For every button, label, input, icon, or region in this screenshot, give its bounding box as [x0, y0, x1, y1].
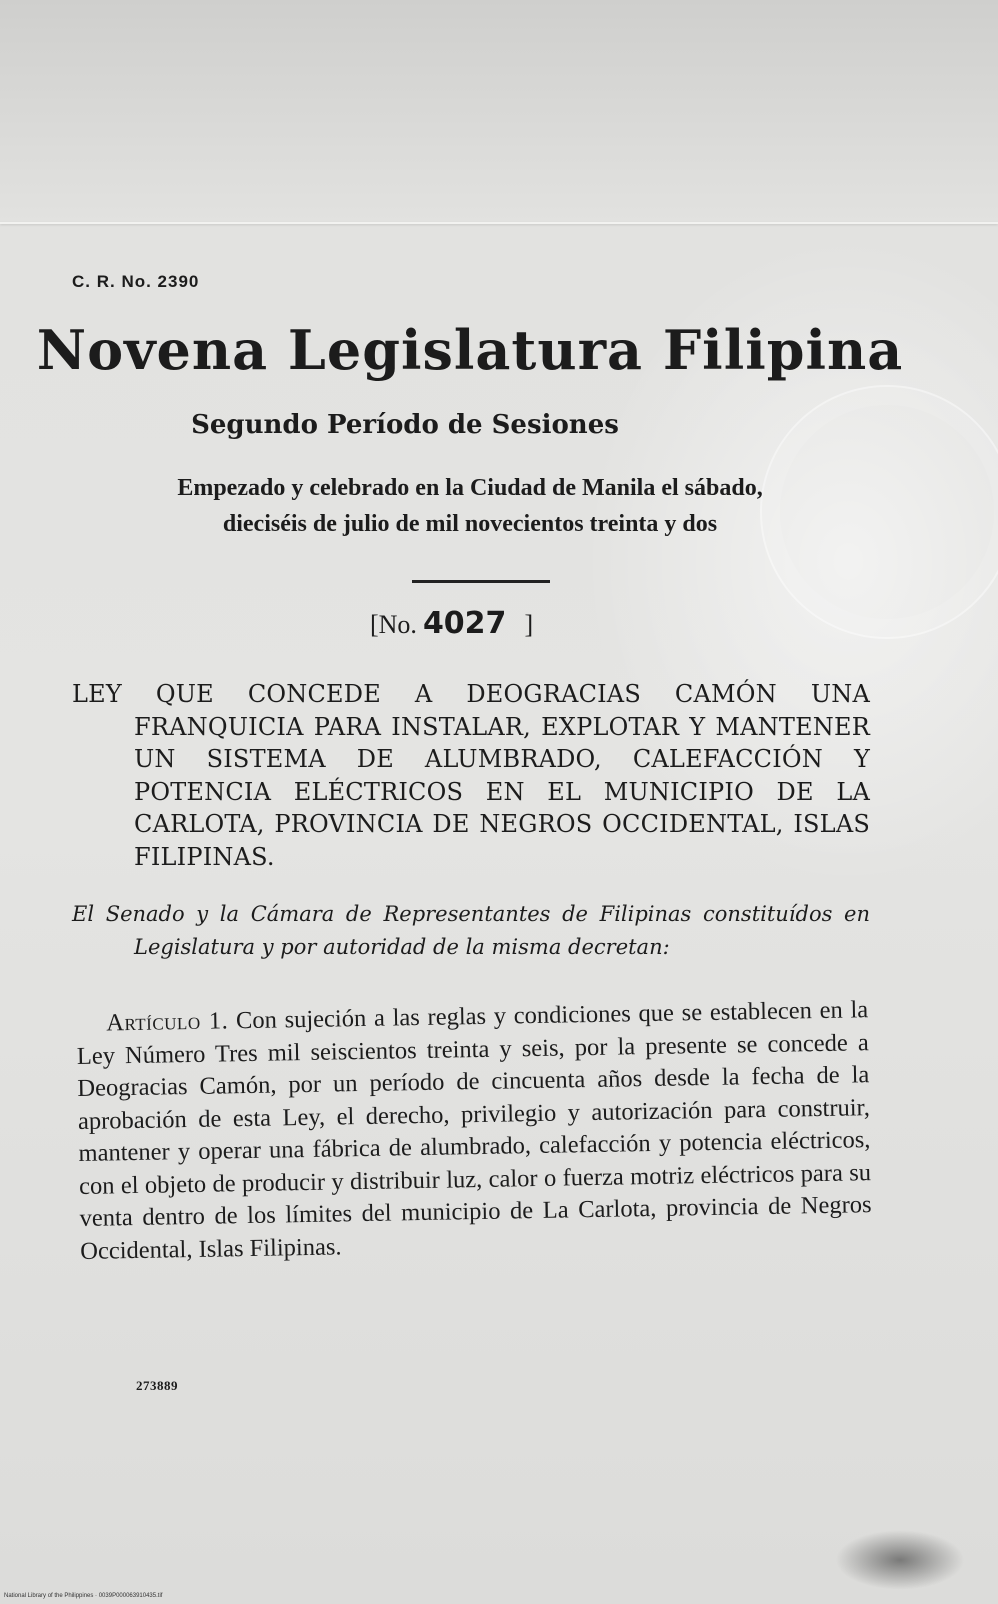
act-number-prefix: [No. — [370, 610, 417, 639]
intro-text — [90, 470, 850, 542]
article-label: Artículo 1. — [106, 1007, 229, 1037]
footer-credit: National Library of the Philippines · 0039P000063910435.tif — [4, 1593, 163, 1599]
intro-line-1: Empezado y celebrado en la Ciudad de Manila el sábado, — [177, 475, 763, 501]
article-1 — [76, 994, 872, 1268]
session-title: Segundo Período de Sesiones — [191, 410, 619, 440]
intro-line-2: dieciséis de julio de mil novecientos treinta y dos — [222, 511, 718, 537]
page-fold-line — [0, 222, 998, 224]
enacting-clause: El Senado y la Cámara de Representantes de Filipinas constituídos en Legislatura y por autoridad de la misma decretan: — [72, 902, 870, 959]
ink-smudge — [835, 1530, 965, 1590]
act-number — [370, 606, 533, 641]
title-divider — [412, 580, 550, 583]
article-text: Con sujeción a las reglas y condiciones que se establecen en la Ley Número Tres mil seiscientos treinta y seis, por la presente se concede a Deogracias Camón, por un período de cincuenta años desde la fecha de la aprobación de esta Ley, el derecho, privilegio y autorización para construir, mantener y operar una fábrica de alumbrado, calefacción y potencia eléctricos, con el objeto de producir y distribuir luz, calor o fuerza motriz eléctricos para su venta dentro de los límites del municipio de La Carlota, provincia de Negros Occidental, Islas Filipinas. — [76, 996, 872, 1265]
law-title: LEY QUE CONCEDE A DEOGRACIAS CAMÓN UNA FRANQUICIA PARA INSTALAR, EXPLOTAR Y MANTENER UN SISTEMA DE ALUMBRADO, CALEFACCIÓN Y POTENCIA ELÉCTRICOS EN EL MUNICIPIO DE LA CARLOTA, PROVINCIA DE NEGROS OCCIDENTAL, ISLAS FILIPINAS. — [72, 680, 870, 871]
legislature-title: Novena Legislatura Filipina — [36, 318, 904, 382]
print-code: 273889 — [136, 1378, 178, 1393]
act-number-handwritten: 4027 — [422, 606, 507, 641]
cr-number: C. R. No. 2390 — [72, 272, 200, 291]
act-number-suffix: ] — [524, 610, 534, 639]
